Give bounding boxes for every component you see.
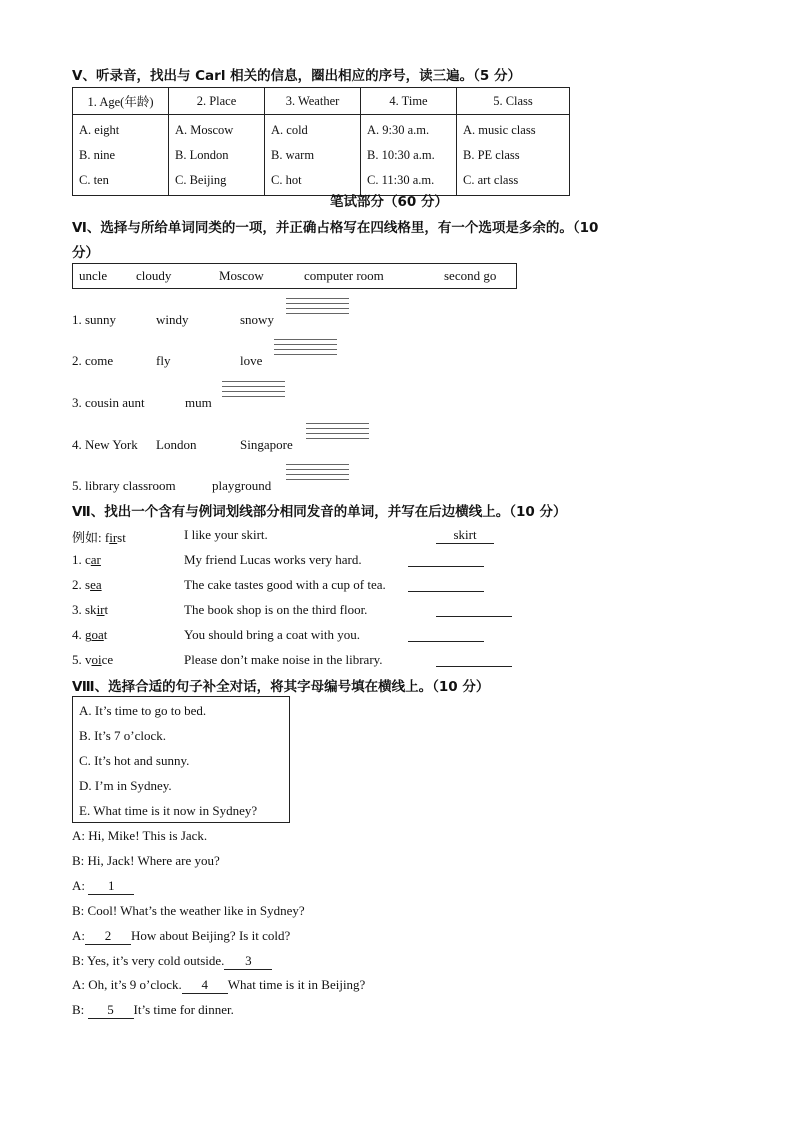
word-bank-word: cloudy — [136, 268, 172, 283]
example-answer: skirt — [436, 527, 494, 544]
answer-blank[interactable] — [436, 666, 512, 667]
phonics-sentence: The cake tastes good with a cup of tea. — [184, 577, 386, 592]
section-8-heading: Ⅷ、选择合适的句子补全对话，将其字母编号填在横线上。（10 分） — [72, 679, 490, 695]
classify-item-text: 4. New York — [72, 437, 138, 452]
word-bank-word: uncle — [79, 268, 108, 283]
answer-blank[interactable] — [408, 566, 484, 567]
option-item: C. It’s hot and sunny. — [79, 753, 190, 768]
classify-item-text: windy — [156, 312, 189, 327]
listening-info-table — [72, 87, 570, 196]
dialogue-line: B: 5 It’s time for dinner. — [72, 1002, 234, 1017]
table-header: 1. Age(年龄) — [73, 88, 169, 115]
four-line-writing-grid[interactable] — [306, 423, 369, 439]
classify-item-text: snowy — [240, 312, 274, 327]
phonics-sentence: The book shop is on the third floor. — [184, 602, 368, 617]
example-word: 例如: first — [72, 530, 126, 545]
classify-item-text: 3. cousin aunt — [72, 395, 145, 410]
word-bank-word: computer room — [304, 268, 384, 283]
table-cell: A. eight B. nine C. ten — [73, 115, 169, 196]
dialogue-line: B: Yes, it’s very cold outside. 3 — [72, 953, 272, 970]
answer-blank[interactable] — [436, 616, 512, 617]
answer-blank[interactable] — [408, 591, 484, 592]
option-item: D. I’m in Sydney. — [79, 778, 172, 793]
dialogue-blank[interactable]: 4 — [182, 977, 228, 994]
table-header: 5. Class — [457, 88, 570, 115]
word-bank-box — [72, 263, 517, 289]
dialogue-blank[interactable]: 2 — [85, 928, 131, 945]
answer-blank[interactable] — [408, 641, 484, 642]
option-item: A. It’s time to go to bed. — [79, 703, 207, 718]
classify-item-text: 5. library classroom — [72, 478, 176, 493]
phonics-word: 3. skirt — [72, 602, 109, 617]
phonics-sentence: You should bring a coat with you. — [184, 627, 360, 642]
option-item: E. What time is it now in Sydney? — [79, 803, 258, 818]
phonics-sentence: Please don’t make noise in the library. — [184, 652, 383, 667]
table-cell: A. music class B. PE class C. art class — [457, 115, 570, 196]
phonics-word: 1. car — [72, 552, 101, 567]
section-7-heading: Ⅶ、找出一个含有与例词划线部分相同发音的单词，并写在后边横线上。（10 分） — [72, 504, 567, 520]
four-line-writing-grid[interactable] — [222, 381, 285, 397]
example-sentence: I like your skirt. — [184, 527, 268, 542]
classify-item-text: mum — [185, 395, 212, 410]
dialogue-blank[interactable]: 3 — [224, 953, 272, 970]
section-5-heading: Ⅴ、听录音，找出与 Carl 相关的信息，圈出相应的序号，读三遍。（5 分） — [72, 68, 521, 84]
table-cell: A. Moscow B. London C. Beijing — [169, 115, 265, 196]
phonics-sentence: My friend Lucas works very hard. — [184, 552, 362, 567]
four-line-writing-grid[interactable] — [286, 464, 349, 480]
dialogue-line: A: Oh, it’s 9 o’clock. 4 What time is it in Beijing? — [72, 977, 366, 992]
classify-item-text: 1. sunny — [72, 312, 117, 327]
four-line-writing-grid[interactable] — [274, 339, 337, 355]
dialogue-line: A: 2 How about Beijing? Is it cold? — [72, 928, 291, 943]
option-item: B. It’s 7 o’clock. — [79, 728, 167, 743]
phonics-word: 2. sea — [72, 577, 102, 592]
written-part-title: 笔试部分（60 分） — [330, 194, 448, 210]
four-line-writing-grid[interactable] — [286, 298, 349, 314]
options-box — [72, 696, 290, 823]
table-header: 3. Weather — [265, 88, 361, 115]
table-cell: A. 9:30 a.m. B. 10:30 a.m. C. 11:30 a.m. — [361, 115, 457, 196]
dialogue-line: A: Hi, Mike! This is Jack. — [72, 828, 208, 843]
section-6-heading: Ⅵ、选择与所给单词同类的一项，并正确占格写在四线格里，有一个选项是多余的。（10 — [72, 220, 599, 236]
table-header: 2. Place — [169, 88, 265, 115]
phonics-word: 4. goat — [72, 627, 108, 642]
dialogue-line: B: Hi, Jack! Where are you? — [72, 853, 220, 868]
classify-item-text: London — [156, 437, 197, 452]
classify-item-text: fly — [156, 353, 171, 368]
classify-item-text: playground — [212, 478, 272, 493]
dialogue-line: B: Cool! What’s the weather like in Sydney? — [72, 903, 305, 918]
phonics-word: 5. voice — [72, 652, 114, 667]
classify-item-text: Singapore — [240, 437, 293, 452]
classify-item-text: 2. come — [72, 353, 114, 368]
section-6-heading-cont: 分） — [72, 245, 99, 261]
dialogue-blank[interactable]: 5 — [88, 1002, 134, 1019]
dialogue-blank[interactable]: 1 — [88, 878, 134, 895]
word-bank-word: second go — [444, 268, 497, 283]
word-bank-word: Moscow — [219, 268, 264, 283]
table-cell: A. cold B. warm C. hot — [265, 115, 361, 196]
dialogue-line: A: 1 — [72, 878, 134, 895]
classify-item-text: love — [240, 353, 263, 368]
table-header: 4. Time — [361, 88, 457, 115]
